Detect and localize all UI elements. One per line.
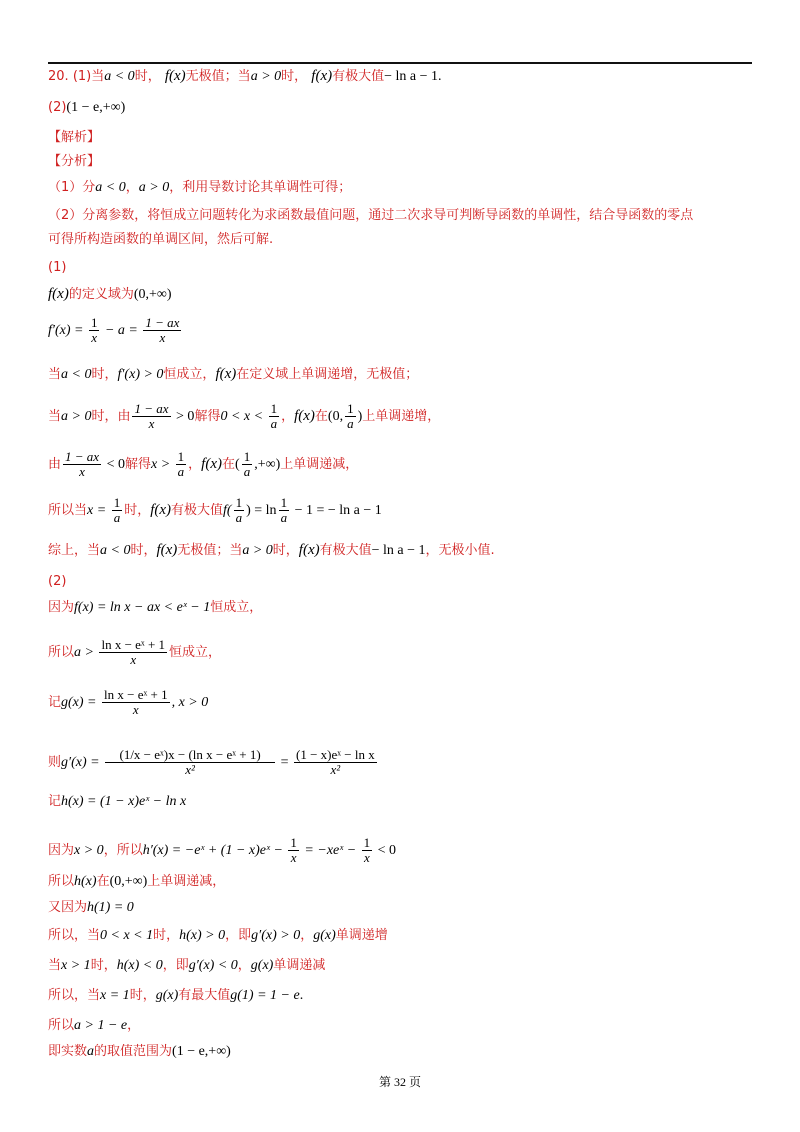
part2-label: (2) bbox=[48, 574, 67, 589]
part2-line-2: 所以a > $\frac{\text{ln x − eˣ + 1}}{x}$ 恒成立， bbox=[48, 637, 222, 667]
fraction: $\frac{1}{a}$ bbox=[113, 495, 121, 525]
part1-derivative: f′(x) = $\frac{1}{x}$ − a = $\frac{1 - ax}{x}$ bbox=[48, 315, 180, 345]
breakdown-header: 【分析】 bbox=[48, 154, 101, 169]
fraction: $\frac{\text{(1/x − eˣ)x − (ln x − eˣ + 1)}}{\text{x²}}$ bbox=[105, 748, 275, 777]
part1-case-3: 由 $\frac{1 - ax}{x}$ < 0解得x > $\frac{1}{a}$ ，f(x)在( $\frac{1}{a}$ ,+∞)上单调递减， bbox=[48, 449, 359, 479]
fraction: $\frac{1}{a}$ bbox=[235, 495, 243, 525]
answer-line-1: 20. (1)当a < 0时， f(x)无极值；当a > 0时， f(x)有极大值− ln a − 1. bbox=[48, 68, 442, 84]
part2-line-3: 记g(x) = $\frac{\text{ln x − eˣ + 1}}{x}$ , x > 0 bbox=[48, 687, 209, 717]
breakdown-1: （1）分a < 0，a > 0，利用导数讨论其单调性可得； bbox=[48, 180, 352, 195]
part2-line-7: 所以h(x)在(0,+∞)上单调递减， bbox=[48, 874, 226, 889]
analysis-header: 【解析】 bbox=[48, 130, 101, 145]
part1-case-1: 当a < 0时，f′(x) > 0恒成立，f(x)在定义域上单调递增，无极值； bbox=[48, 366, 419, 382]
fraction: $\frac{1}{a}$ bbox=[347, 401, 354, 431]
fraction: $\frac{1}{a}$ bbox=[243, 449, 251, 479]
fraction: $\frac{1}{a}$ bbox=[177, 449, 185, 479]
fraction: $\frac{1 - ax}{x}$ bbox=[145, 315, 180, 345]
fraction: $\frac{\text{ln x − eˣ + 1}}{x}$ bbox=[101, 637, 166, 667]
part2-line-10: 当x > 1时，h(x) < 0，即g′(x) < 0，g(x)单调递减 bbox=[48, 958, 326, 973]
part2-line-8: 又因为h(1) = 0 bbox=[48, 900, 134, 915]
fraction: $\frac{1}{x}$ bbox=[90, 315, 98, 345]
fraction: $\frac{1}{a}$ bbox=[270, 401, 278, 431]
fraction: $\frac{1}{a}$ bbox=[280, 495, 288, 525]
breakdown-2b: 可得所构造函数的单调区间，然后可解. bbox=[48, 232, 274, 247]
top-rule bbox=[48, 62, 752, 64]
fraction: $\frac{1}{x}$ bbox=[363, 835, 371, 865]
part1-case-4: 所以当x = $\frac{1}{a}$ 时，f(x)有极大值f( $\frac{1}{a}$ ) = ln $\frac{1}{a}$ − 1 = − ln a − 1 bbox=[48, 495, 382, 525]
fraction: $\frac{\text{(1 − x)eˣ − ln x}}{\text{x²}}$ bbox=[295, 747, 375, 777]
part2-line-11: 所以，当x = 1时，g(x)有最大值g(1) = 1 − e. bbox=[48, 988, 304, 1003]
part2-line-12: 所以a > 1 − e， bbox=[48, 1018, 141, 1033]
part1-label: (1) bbox=[48, 260, 67, 275]
part2-line-9: 所以，当0 < x < 1时，h(x) > 0，即g′(x) > 0，g(x)单调递增 bbox=[48, 928, 388, 943]
fraction: $\frac{1 - ax}{x}$ bbox=[134, 401, 169, 431]
question-number: 20 bbox=[48, 69, 65, 84]
part1-summary: 综上，当a < 0时，f(x)无极值；当a > 0时，f(x)有极大值− ln a − 1，无极小值. bbox=[48, 542, 495, 558]
breakdown-2a: （2）分离参数，将恒成立问题转化为求函数最值问题，通过二次求导可判断导函数的单调性，结合导函数的零点 bbox=[48, 208, 694, 223]
part1-case-2: 当a > 0时，由 $\frac{1 - ax}{x}$ > 0解得0 < x < $\frac{1}{a}$ ，f(x)在(0, $\frac{1}{a}$ )上单调递增， bbox=[48, 401, 441, 431]
part1-domain: f(x)的定义域为(0,+∞) bbox=[48, 286, 172, 302]
part2-line-4: 则g′(x) = $\frac{\text{(1/x − eˣ)x − (ln x − eˣ + 1)}}{\text{x²}}$ = $\frac{\text{(1 − x)eˣ − ln x}}{\text{x²}}$ bbox=[48, 747, 375, 777]
part2-line-5: 记h(x) = (1 − x)eˣ − ln x bbox=[48, 794, 187, 809]
part2-line-6: 因为x > 0，所以h′(x) = −eˣ + (1 − x)eˣ − $\frac{1}{x}$ = −xeˣ − $\frac{1}{x}$ < 0 bbox=[48, 835, 397, 865]
fraction: $\frac{1 - ax}{x}$ bbox=[65, 449, 100, 479]
fraction: $\frac{\text{ln x − eˣ + 1}}{x}$ bbox=[104, 687, 168, 717]
page-number: 第 32 页 bbox=[378, 1075, 421, 1089]
part2-line-13: 即实数a的取值范围为(1 − e,+∞) bbox=[48, 1044, 231, 1059]
part2-line-1: 因为f(x) = ln x − ax < eˣ − 1恒成立， bbox=[48, 600, 263, 615]
fraction: $\frac{1}{x}$ bbox=[290, 835, 297, 865]
answer-line-2: (2)(1 − e,+∞) bbox=[48, 100, 126, 115]
